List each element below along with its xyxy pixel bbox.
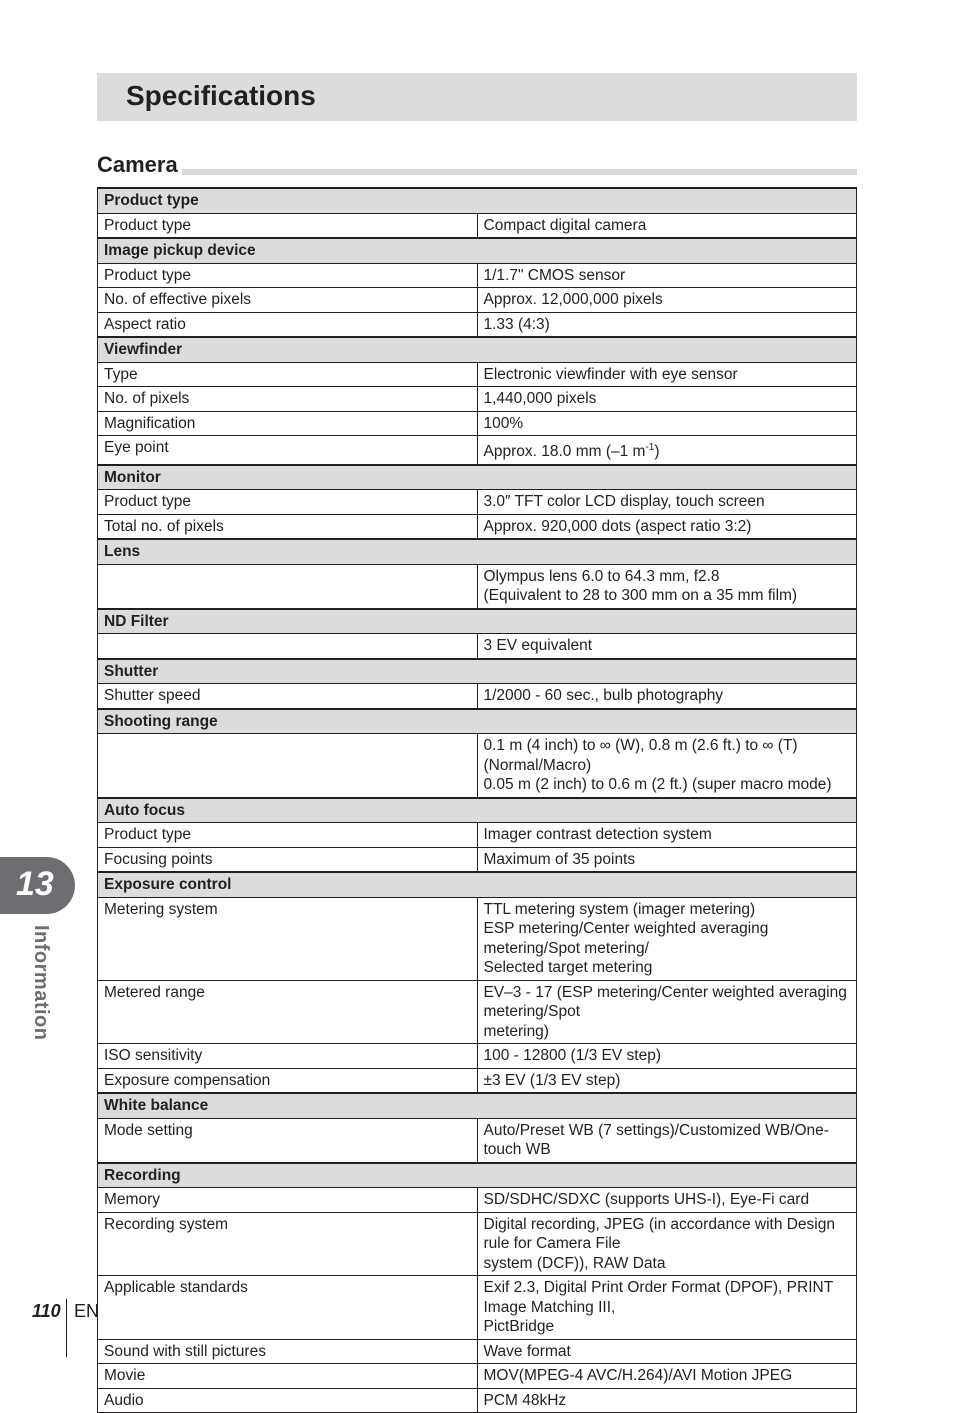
spec-value: 0.1 m (4 inch) to ∞ (W), 0.8 m (2.6 ft.) to ∞ (T) (Normal/Macro) 0.05 m (2 inch) to 0.6 m (2 ft.) (super macro mode) [477,734,857,798]
chapter-label: Information [30,925,52,1041]
spec-label: ISO sensitivity [98,1044,478,1069]
spec-category-label: Monitor [98,465,857,490]
spec-row [98,490,857,515]
spec-row [98,1044,857,1069]
spec-label: Exposure compensation [98,1068,478,1093]
spec-row [98,564,857,609]
spec-row [98,387,857,412]
spec-row [98,1188,857,1213]
spec-value: EV–3 - 17 (ESP metering/Center weighted averaging metering/Spot metering) [477,980,857,1044]
spec-label: Aspect ratio [98,312,478,337]
spec-row [98,436,857,465]
spec-category-label: Shutter [98,659,857,684]
spec-category-row [98,188,857,213]
spec-value: Wave format [477,1339,857,1364]
spec-category-label: ND Filter [98,609,857,634]
spec-value: Auto/Preset WB (7 settings)/Customized WB/One-touch WB [477,1118,857,1163]
chapter-number: 13 [16,865,54,903]
spec-category-row [98,465,857,490]
spec-value: 3 EV equivalent [477,634,857,659]
language-code: EN [74,1301,100,1321]
spec-value: Compact digital camera [477,213,857,238]
spec-value: PCM 48kHz [477,1388,857,1413]
spec-label: Product type [98,823,478,848]
spec-category-row [98,539,857,564]
spec-label: Product type [98,263,478,288]
spec-label: Shutter speed [98,684,478,709]
spec-category-row [98,872,857,897]
spec-row [98,634,857,659]
spec-category-label: Lens [98,539,857,564]
spec-category-label: Exposure control [98,872,857,897]
spec-category-row [98,659,857,684]
spec-value: 1.33 (4:3) [477,312,857,337]
spec-row [98,1068,857,1093]
section-header [97,150,857,178]
section-rule [97,169,857,175]
spec-label: Mode setting [98,1118,478,1163]
spec-category-label: Auto focus [98,798,857,823]
spec-category-row [98,709,857,734]
page-title: Specifications [126,80,316,111]
spec-row [98,980,857,1044]
spec-row [98,411,857,436]
spec-row [98,263,857,288]
spec-label: Focusing points [98,847,478,872]
spec-value-superscript: -1 [645,442,655,453]
spec-label: No. of effective pixels [98,288,478,313]
spec-row [98,288,857,313]
spec-value: MOV(MPEG-4 AVC/H.264)/AVI Motion JPEG [477,1364,857,1389]
spec-category-row [98,798,857,823]
spec-value: Maximum of 35 points [477,847,857,872]
spec-value: Electronic viewfinder with eye sensor [477,362,857,387]
spec-value: 3.0″ TFT color LCD display, touch screen [477,490,857,515]
spec-value: SD/SDHC/SDXC (supports UHS-I), Eye-Fi card [477,1188,857,1213]
section-title: Camera [97,152,182,178]
spec-label: Audio [98,1388,478,1413]
spec-row [98,514,857,539]
spec-table [97,187,857,1413]
spec-row [98,684,857,709]
spec-category-row [98,238,857,263]
spec-label: Eye point [98,436,478,465]
spec-label: Magnification [98,411,478,436]
spec-category-label: Product type [98,188,857,213]
spec-row [98,1388,857,1413]
spec-row [98,1364,857,1389]
spec-value: 100% [477,411,857,436]
spec-row [98,312,857,337]
spec-value: ±3 EV (1/3 EV step) [477,1068,857,1093]
spec-label: Memory [98,1188,478,1213]
spec-row [98,897,857,980]
spec-value-tail: ) [654,443,660,461]
spec-label [98,734,478,798]
spec-category-row [98,1093,857,1118]
spec-value [477,436,857,465]
chapter-side-label [27,925,57,1045]
spec-value: Approx. 920,000 dots (aspect ratio 3:2) [477,514,857,539]
spec-label: Total no. of pixels [98,514,478,539]
spec-label: Type [98,362,478,387]
spec-value: Imager contrast detection system [477,823,857,848]
spec-value: Digital recording, JPEG (in accordance with Design rule for Camera File system (DCF)), RAW Data [477,1212,857,1276]
spec-value: 1/1.7" CMOS sensor [477,263,857,288]
spec-label [98,634,478,659]
spec-row [98,1276,857,1340]
page-title-bar [97,73,857,121]
spec-value: 100 - 12800 (1/3 EV step) [477,1044,857,1069]
spec-label: Recording system [98,1212,478,1276]
spec-value: Exif 2.3, Digital Print Order Format (DPOF), PRINT Image Matching III, PictBridge [477,1276,857,1340]
spec-label: Movie [98,1364,478,1389]
spec-value: Approx. 12,000,000 pixels [477,288,857,313]
spec-label: Metering system [98,897,478,980]
spec-label: Product type [98,213,478,238]
spec-category-label: Shooting range [98,709,857,734]
spec-label: Metered range [98,980,478,1044]
spec-row [98,213,857,238]
spec-row [98,1212,857,1276]
spec-row [98,734,857,798]
spec-label: No. of pixels [98,387,478,412]
spec-row [98,1118,857,1163]
footer-divider [66,1299,67,1357]
spec-value: 1,440,000 pixels [477,387,857,412]
spec-category-row [98,337,857,362]
spec-value-text: Approx. 18.0 mm (–1 m [483,443,646,461]
chapter-tab [0,857,75,914]
spec-row [98,823,857,848]
spec-category-label: Image pickup device [98,238,857,263]
spec-row [98,847,857,872]
spec-label [98,564,478,609]
spec-category-row [98,609,857,634]
spec-category-row [98,1163,857,1188]
spec-value: 1/2000 - 60 sec., bulb photography [477,684,857,709]
spec-value: TTL metering system (imager metering) ESP metering/Center weighted averaging metering/Spot metering/ Selected target metering [477,897,857,980]
spec-row [98,362,857,387]
spec-value: Olympus lens 6.0 to 64.3 mm, f2.8 (Equivalent to 28 to 300 mm on a 35 mm film) [477,564,857,609]
spec-label: Sound with still pictures [98,1339,478,1364]
spec-label: Product type [98,490,478,515]
spec-category-label: White balance [98,1093,857,1118]
page-number: 110 [32,1301,61,1321]
spec-category-label: Viewfinder [98,337,857,362]
spec-category-label: Recording [98,1163,857,1188]
spec-row [98,1339,857,1364]
spec-label: Applicable standards [98,1276,478,1340]
